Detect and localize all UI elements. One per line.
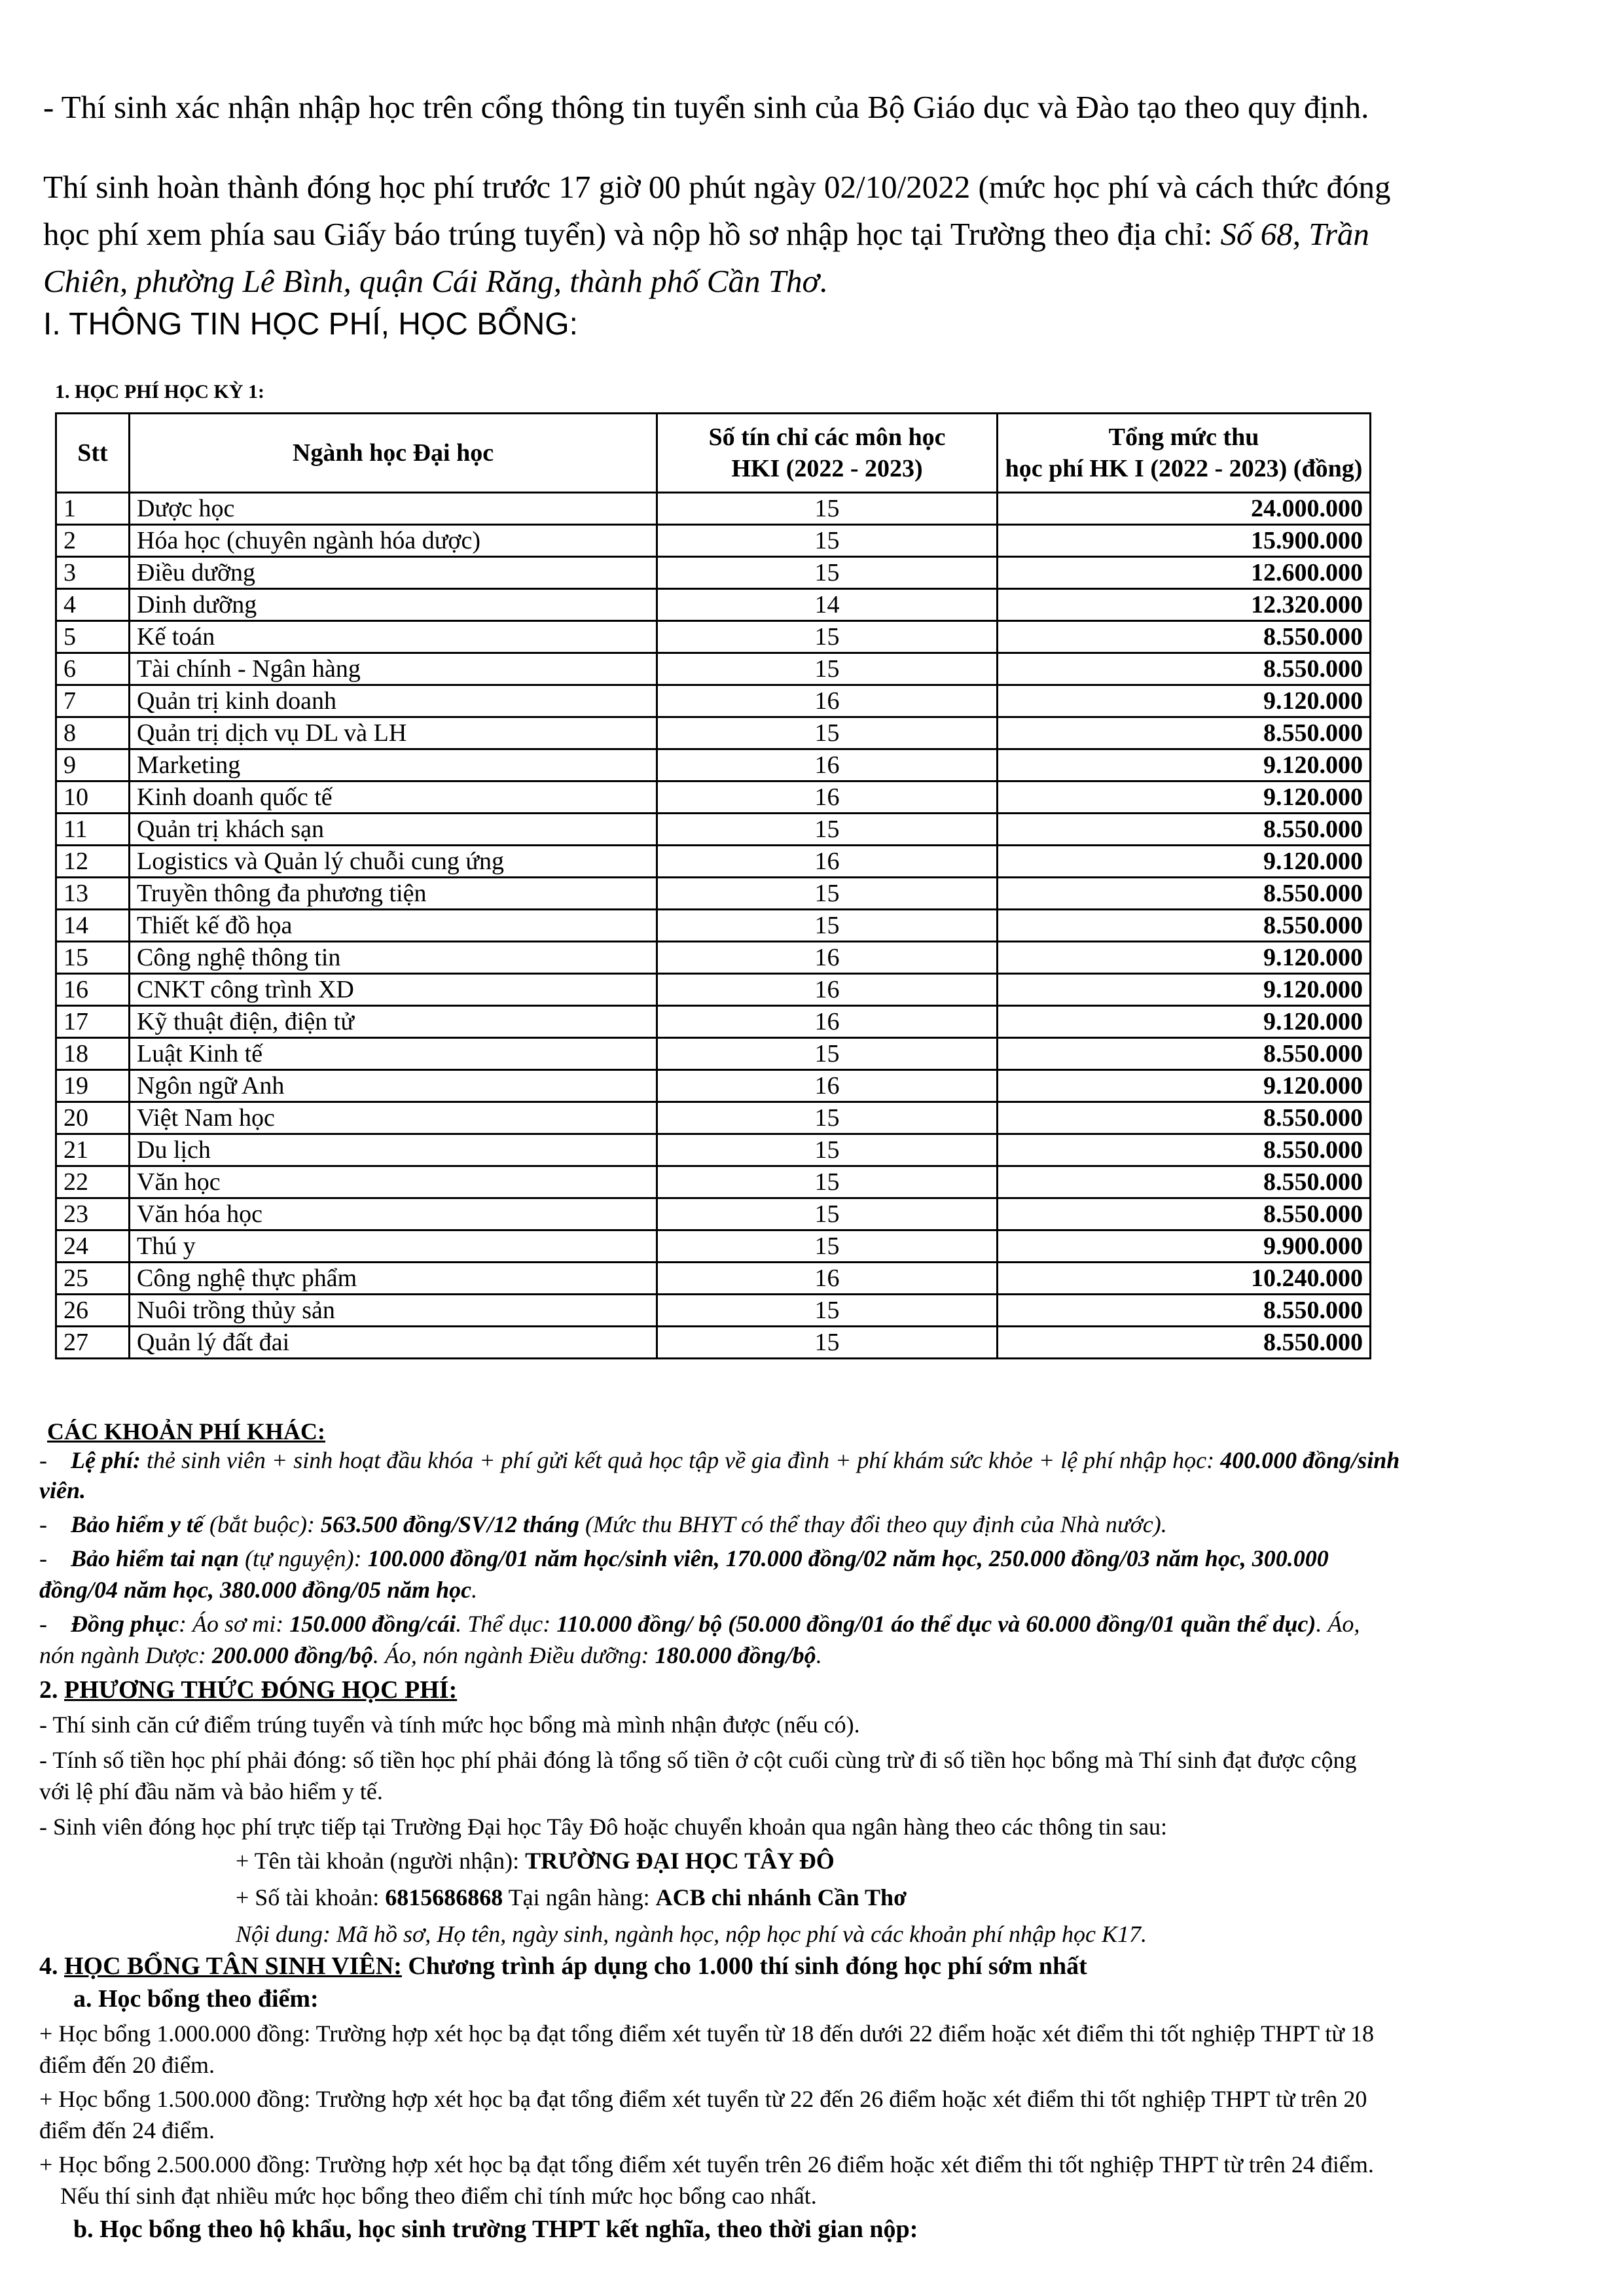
fee-item-student-fee-cont: viên. [39,1477,86,1503]
table-row [56,814,1371,846]
cell-stt: 22 [56,1166,130,1198]
fee-item-student-fee: - Lệ phí: thẻ sinh viên + sinh hoạt đầu khóa + phí gửi kết quả học tập về gia đình + phí khám sức khỏe + lệ phí nhập học: 400.000 đồng/sinh [39,1447,1400,1473]
table-row [56,910,1371,942]
table-row [56,1230,1371,1263]
cell-fee: 15.900.000 [998,525,1371,557]
table-row [56,846,1371,878]
cell-stt: 25 [56,1263,130,1295]
cell-stt: 5 [56,621,130,653]
cell-stt: 6 [56,653,130,685]
table-body [56,493,1371,1359]
cell-fee: 8.550.000 [998,1038,1371,1070]
table-row [56,493,1371,525]
cell-credits: 16 [657,685,998,717]
other-fees-title: CÁC KHOẢN PHÍ KHÁC: [47,1418,325,1444]
cell-major: Công nghệ thực phẩm [130,1263,657,1295]
cell-major: Tài chính - Ngân hàng [130,653,657,685]
cell-credits: 15 [657,493,998,525]
cell-credits: 15 [657,1327,998,1359]
cell-stt: 3 [56,557,130,589]
fee-item-accident-insurance-cont: đồng/04 năm học, 380.000 đồng/05 năm học. [39,1577,478,1603]
cell-major: Truyền thông đa phương tiện [130,878,657,910]
address-text: Số 68, Trần [1220,216,1369,252]
cell-fee: 8.550.000 [998,1166,1371,1198]
cell-fee: 8.550.000 [998,1198,1371,1230]
cell-fee: 8.550.000 [998,1327,1371,1359]
account-name: + Tên tài khoản (người nhận): TRƯỜNG ĐẠI HỌC TÂY ĐÔ [236,1848,835,1874]
cell-major: Điều dưỡng [130,557,657,589]
payment-line: - Tính số tiền học phí phải đóng: số tiền học phí phải đóng là tổng số tiền ở cột cuối cùng trừ đi số tiền học bổng mà Thí sinh đạt được cộng [39,1747,1357,1773]
table-row [56,525,1371,557]
scholarship-item: + Học bổng 2.500.000 đồng: Trường hợp xét học bạ đạt tổng điểm xét tuyển trên 26 điểm hoặc xét điểm thi tốt nghiệp THPT từ trên 24 điểm. [39,2151,1374,2178]
cell-stt: 4 [56,589,130,621]
table-row [56,878,1371,910]
cell-major: Văn học [130,1166,657,1198]
cell-stt: 1 [56,493,130,525]
table-title: 1. HỌC PHÍ HỌC KỲ 1: [55,381,264,403]
cell-major: Hóa học (chuyên ngành hóa dược) [130,525,657,557]
scholarship-item: + Học bổng 1.500.000 đồng: Trường hợp xét học bạ đạt tổng điểm xét tuyển từ 22 đến 26 điểm hoặc xét điểm thi tốt nghiệp THPT từ trên 20 [39,2086,1367,2112]
header-fee: Tổng mức thu học phí HK I (2022 - 2023) (đồng) [998,414,1371,493]
cell-stt: 27 [56,1327,130,1359]
cell-credits: 15 [657,1166,998,1198]
header-credits: Số tín chỉ các môn học HKI (2022 - 2023) [657,414,998,493]
section-title: I. THÔNG TIN HỌC PHÍ, HỌC BỔNG: [43,307,578,342]
cell-credits: 15 [657,814,998,846]
cell-major: Marketing [130,749,657,781]
table-row [56,1166,1371,1198]
cell-fee: 9.120.000 [998,749,1371,781]
cell-fee: 8.550.000 [998,910,1371,942]
cell-fee: 8.550.000 [998,717,1371,749]
cell-credits: 16 [657,749,998,781]
account-number: + Số tài khoản: 6815686868 Tại ngân hàng: ACB chi nhánh Cần Thơ [236,1884,907,1910]
cell-stt: 12 [56,846,130,878]
table-row [56,717,1371,749]
cell-credits: 15 [657,910,998,942]
table-row [56,1327,1371,1359]
cell-major: Kinh doanh quốc tế [130,781,657,814]
cell-fee: 9.120.000 [998,1070,1371,1102]
cell-credits: 16 [657,846,998,878]
cell-fee: 24.000.000 [998,493,1371,525]
transfer-content: Nội dung: Mã hồ sơ, Họ tên, ngày sinh, ngành học, nộp học phí và các khoản phí nhập học K17. [236,1921,1147,1947]
cell-major: Du lịch [130,1134,657,1166]
cell-credits: 15 [657,1295,998,1327]
scholarship-note: Nếu thí sinh đạt nhiều mức học bổng theo điểm chỉ tính mức học bổng cao nhất. [60,2183,817,2209]
cell-major: Luật Kinh tế [130,1038,657,1070]
cell-fee: 9.120.000 [998,974,1371,1006]
payment-line: - Thí sinh căn cứ điểm trúng tuyển và tính mức học bổng mà mình nhận được (nếu có). [39,1712,860,1738]
cell-major: Thiết kế đồ họa [130,910,657,942]
table-row [56,1295,1371,1327]
cell-credits: 15 [657,557,998,589]
cell-fee: 9.120.000 [998,781,1371,814]
cell-stt: 20 [56,1102,130,1134]
cell-stt: 19 [56,1070,130,1102]
intro-paragraph-line: Chiên, phường Lê Bình, quận Cái Răng, thành phố Cần Thơ. [43,263,827,299]
cell-fee: 9.120.000 [998,846,1371,878]
table-row [56,653,1371,685]
cell-stt: 13 [56,878,130,910]
cell-stt: 16 [56,974,130,1006]
tuition-table [55,412,1371,1359]
table-row [56,974,1371,1006]
cell-credits: 15 [657,717,998,749]
table-row [56,1198,1371,1230]
cell-stt: 17 [56,1006,130,1038]
cell-fee: 8.550.000 [998,878,1371,910]
cell-stt: 23 [56,1198,130,1230]
cell-fee: 9.120.000 [998,1006,1371,1038]
table-row [56,685,1371,717]
table-row [56,749,1371,781]
cell-fee: 9.900.000 [998,1230,1371,1263]
payment-section-title: 2. PHƯƠNG THỨC ĐÓNG HỌC PHÍ: [39,1676,458,1704]
cell-major: Quản trị dịch vụ DL và LH [130,717,657,749]
header-stt: Stt [56,414,130,493]
cell-fee: 8.550.000 [998,814,1371,846]
header-major: Ngành học Đại học [130,414,657,493]
cell-credits: 15 [657,878,998,910]
cell-stt: 11 [56,814,130,846]
cell-stt: 21 [56,1134,130,1166]
cell-fee: 12.600.000 [998,557,1371,589]
cell-credits: 15 [657,525,998,557]
cell-credits: 15 [657,1230,998,1263]
cell-major: Quản trị khách sạn [130,814,657,846]
table-row [56,1134,1371,1166]
table-row [56,589,1371,621]
table-row [56,781,1371,814]
cell-major: Việt Nam học [130,1102,657,1134]
cell-stt: 8 [56,717,130,749]
scholarship-item-cont: điểm đến 20 điểm. [39,2052,215,2078]
intro-paragraph-line: Thí sinh hoàn thành đóng học phí trước 17 giờ 00 phút ngày 02/10/2022 (mức học phí và cách thức đóng [43,169,1391,205]
cell-fee: 8.550.000 [998,1295,1371,1327]
cell-fee: 8.550.000 [998,1134,1371,1166]
cell-credits: 15 [657,1102,998,1134]
cell-major: Kỹ thuật điện, điện tử [130,1006,657,1038]
table-row [56,1102,1371,1134]
cell-major: Quản trị kinh doanh [130,685,657,717]
table-row [56,1006,1371,1038]
cell-stt: 2 [56,525,130,557]
payment-line: - Sinh viên đóng học phí trực tiếp tại Trường Đại học Tây Đô hoặc chuyển khoản qua ngân hàng theo các thông tin sau: [39,1814,1168,1840]
intro-line: - Thí sinh xác nhận nhập học trên cổng thông tin tuyển sinh của Bộ Giáo dục và Đào tạo theo quy định. [43,89,1369,125]
fee-item-uniform-cont: nón ngành Dược: 200.000 đồng/bộ. Áo, nón ngành Điều dưỡng: 180.000 đồng/bộ. [39,1642,822,1668]
cell-credits: 14 [657,589,998,621]
cell-credits: 16 [657,974,998,1006]
scholarship-sub-a: a. Học bổng theo điểm: [73,1985,319,2013]
cell-credits: 16 [657,1006,998,1038]
cell-credits: 16 [657,781,998,814]
table-row [56,942,1371,974]
cell-major: Dinh dưỡng [130,589,657,621]
cell-stt: 15 [56,942,130,974]
cell-major: Thú y [130,1230,657,1263]
cell-major: Nuôi trồng thủy sản [130,1295,657,1327]
cell-stt: 7 [56,685,130,717]
cell-stt: 9 [56,749,130,781]
cell-fee: 8.550.000 [998,1102,1371,1134]
cell-major: Quản lý đất đai [130,1327,657,1359]
cell-major: Dược học [130,493,657,525]
table-header-row [56,414,1371,493]
cell-fee: 9.120.000 [998,685,1371,717]
cell-fee: 8.550.000 [998,653,1371,685]
cell-stt: 24 [56,1230,130,1263]
scholarship-item-cont: điểm đến 24 điểm. [39,2117,215,2144]
intro-paragraph-line: học phí xem phía sau Giấy báo trúng tuyển) và nộp hồ sơ nhập học tại Trường theo địa chỉ: Số 68, Trần [43,216,1369,252]
cell-major: Ngôn ngữ Anh [130,1070,657,1102]
cell-major: Kế toán [130,621,657,653]
cell-stt: 18 [56,1038,130,1070]
table-row [56,621,1371,653]
cell-major: Logistics và Quản lý chuỗi cung ứng [130,846,657,878]
table-row [56,1038,1371,1070]
cell-stt: 26 [56,1295,130,1327]
cell-stt: 10 [56,781,130,814]
cell-major: Văn hóa học [130,1198,657,1230]
scholarship-sub-b: b. Học bổng theo hộ khẩu, học sinh trường THPT kết nghĩa, theo thời gian nộp: [73,2215,918,2243]
cell-credits: 15 [657,1134,998,1166]
cell-major: CNKT công trình XD [130,974,657,1006]
cell-credits: 15 [657,1038,998,1070]
cell-credits: 15 [657,621,998,653]
cell-credits: 16 [657,942,998,974]
cell-credits: 15 [657,653,998,685]
payment-line: với lệ phí đầu năm và bảo hiểm y tế. [39,1778,383,1804]
cell-fee: 8.550.000 [998,621,1371,653]
fee-item-accident-insurance: - Bảo hiểm tai nạn (tự nguyện): 100.000 đồng/01 năm học/sinh viên, 170.000 đồng/02 năm học, 250.000 đồng/03 năm học, 300.000 [39,1545,1329,1571]
cell-credits: 16 [657,1070,998,1102]
cell-major: Công nghệ thông tin [130,942,657,974]
cell-credits: 16 [657,1263,998,1295]
table-row [56,557,1371,589]
table-row [56,1263,1371,1295]
cell-fee: 12.320.000 [998,589,1371,621]
scholarship-section-title: 4. HỌC BỔNG TÂN SINH VIÊN: Chương trình áp dụng cho 1.000 thí sinh đóng học phí sớm nhất [39,1952,1087,1980]
cell-credits: 15 [657,1198,998,1230]
fee-item-health-insurance: - Bảo hiểm y tế (bắt buộc): 563.500 đồng/SV/12 tháng (Mức thu BHYT có thể thay đổi theo quy định của Nhà nước). [39,1511,1167,1537]
fee-item-uniform: - Đồng phục: Áo sơ mi: 150.000 đồng/cái. Thể dục: 110.000 đồng/ bộ (50.000 đồng/01 áo thể dục và 60.000 đồng/01 quần thể dục). Áo, [39,1611,1360,1637]
table-row [56,1070,1371,1102]
scholarship-item: + Học bổng 1.000.000 đồng: Trường hợp xét học bạ đạt tổng điểm xét tuyển từ 18 đến dưới 22 điểm hoặc xét điểm thi tốt nghiệp THPT từ 18 [39,2020,1374,2047]
cell-fee: 9.120.000 [998,942,1371,974]
cell-fee: 10.240.000 [998,1263,1371,1295]
cell-stt: 14 [56,910,130,942]
address-text: Chiên, phường Lê Bình, quận Cái Răng, thành phố Cần Thơ [43,263,820,299]
